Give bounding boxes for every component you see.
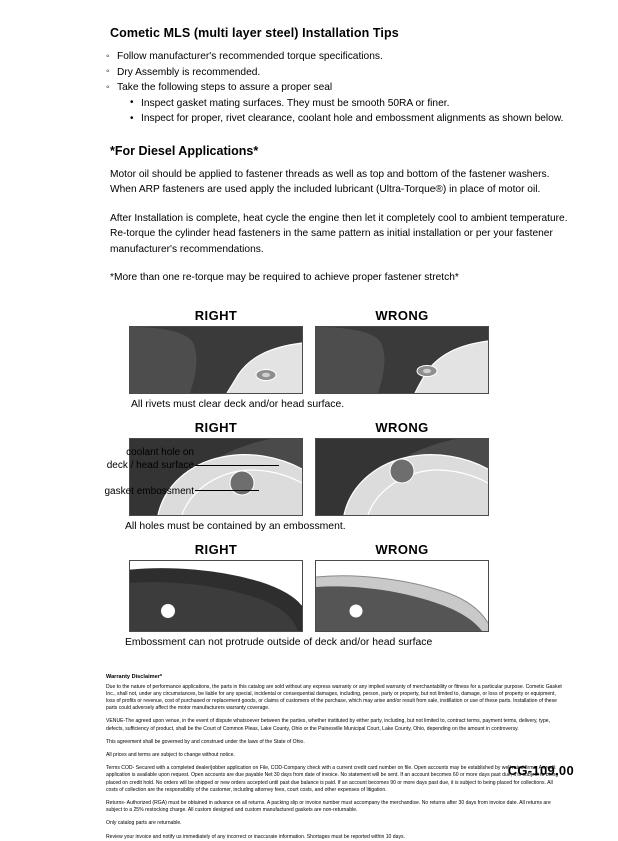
warranty-paragraph: Terms COD- Secured with a completed dealer/jobber application on File, COD-Company check with a current credit card number on file. Open accounts may be established by well rated firms. A credit application is available upon request. Open accounts are due payable Net 30 days from date of invoice. No statement will be sent. If an account becomes 60 or more days past due, it is subject to being placed on credit hold. No orders will be shipped or new orders accepted until past due balance is paid. If an account becomes 90 or more days past due, it is subject to being placed for collections. All costs of collection are the responsibility of the customer, including attorney fees, court costs, and other expenses of litigation. [106,765,559,793]
figure-wrong-protrusion [315,542,489,632]
warranty-section [106,674,566,841]
protrusion-right-illustration [130,561,302,631]
figure-wrong-embossment [315,420,489,516]
figure-image-wrong-protrusion [315,560,489,632]
figure-label-right: RIGHT [194,541,238,557]
caption-wrap-protrusion [123,637,495,648]
warranty-paragraph: VENUE-The agreed upon venue, in the event of dispute whatsoever between the parties, whether instituted by either party, including, but not limited to, contract terms, payment terms, delivery, type, defects, sufficiency of product, shall be the Court of Common Pleas, Lake County, Ohio or the Painesville Municipal Court, Lake County, Ohio, depending on the amount in controversy. [106,718,551,732]
page-title: Cometic MLS (multi layer steel) Installation Tips [110,26,399,40]
figure-label-wrong: WRONG [375,541,429,557]
figure-image-right-rivets [129,326,303,394]
paragraph-heat-cycle: After Installation is complete, heat cycle the engine then let it completely cool to ambient temperature. Re-torque the cylinder head fasteners in the same pattern as initial installation or per your fastener manufacturer's recommendations. [110,212,568,255]
diesel-applications-heading: *For Diesel Applications* [110,143,259,158]
figure-label-wrong: WRONG [375,307,429,323]
warranty-paragraph: Returns- Authorized (RGA) must be obtained in advance on all returns. A packing slip or invoice number must accompany the merchandise. No returns after 30 days from invoice date. All returns are subject to a 25% restocking charge. All custom designed and custom manufactured gaskets are non-returnable. [106,799,551,814]
figure-row-rivets [42,308,576,394]
warranty-paragraph: This agreement shall be governed by and construed under the laws of the State of Ohio. [106,738,305,745]
paragraph-motor-oil: Motor oil should be applied to fastener threads as well as top and bottom of the fastener washers. When ARP fasteners are used apply the included lubricant (Ultra-Torque®) in place of motor oil. [110,168,550,195]
rivet-right-illustration [130,327,302,393]
figure-image-right-protrusion [129,560,303,632]
caption-wrap-rivets [129,399,489,410]
caption-wrap-embossment [123,521,495,532]
figure-row-protrusion [42,542,576,632]
figure-label-wrong: WRONG [375,419,429,435]
installation-sub-list [130,96,576,127]
rivet-wrong-illustration [316,327,488,393]
callout-line-3: gasket embossment [104,485,194,497]
list-item: ◦ Dry Assembly is recommended. [106,65,576,81]
callout-line-2: deck / head surface [106,459,194,471]
document-number: CG-109.00 [507,763,574,778]
figure-block-embossment [42,420,576,516]
figure-image-wrong-embossment [315,438,489,516]
figure-image-wrong-rivets [315,326,489,394]
callout-coolant-hole [34,446,194,472]
warranty-heading: Warranty Disclaimer* [106,673,163,680]
callout-gasket-embossment [52,485,194,498]
figure-caption-rivets: All rivets must clear deck and/or head surface. [131,398,345,410]
warranty-paragraph: Review your invoice and notify us immediately of any incorrect or inaccurate information. Shortages must be reported within 10 days. [106,833,405,840]
embossment-wrong-illustration [316,439,488,515]
figures-section [42,308,576,648]
figure-right-protrusion [129,542,303,632]
list-item [106,80,576,127]
figure-caption-embossment: All holes must be contained by an embossment. [125,520,346,532]
leader-line-embossment [195,490,259,491]
figure-right-rivets [129,308,303,394]
figure-caption-protrusion: Embossment can not protrude outside of deck and/or head surface [125,636,433,648]
figure-label-right: RIGHT [194,419,238,435]
warranty-paragraph: Only catalog parts are returnable. [106,820,182,827]
figure-label-right: RIGHT [194,307,238,323]
warranty-paragraph: Due to the nature of performance applications, the parts in this catalog are sold without any express warranty or any implied warranty of merchantability or fitness for a particular purpose. Cometic Gasket Inc., shall not, under any circumstances, be liable for any special, incidental or consequential damages, including, person, party or property, but not limited to, damage, or loss of property or equipment, loss of profits or revenue, cost of purchased or replacement goods, or claims of customers of the purchase, which may arise and/or result from sale, instillation or use of these parts. Installation of these parts could adversely affect the motor manufacturers warranty coverage. [106,683,562,712]
figure-wrong-rivets [315,308,489,394]
callout-line-1: coolant hole on [126,446,194,458]
list-item: • Inspect gasket mating surfaces. They must be smooth 50RA or finer. [130,96,576,112]
protrusion-wrong-illustration [316,561,488,631]
list-item-label: Take the following steps to assure a proper seal [117,82,333,93]
installation-tips-list [106,49,576,127]
list-item: ◦ Follow manufacturer's recommended torque specifications. [106,49,576,65]
leader-line-coolant [195,465,279,466]
paragraph-retorque-note: *More than one re-torque may be required to achieve proper fastener stretch* [110,272,459,283]
list-item: • Inspect for proper, rivet clearance, coolant hole and embossment alignments as shown below. [130,111,576,127]
warranty-paragraph: All prices and terms are subject to change without notice. [106,751,235,758]
